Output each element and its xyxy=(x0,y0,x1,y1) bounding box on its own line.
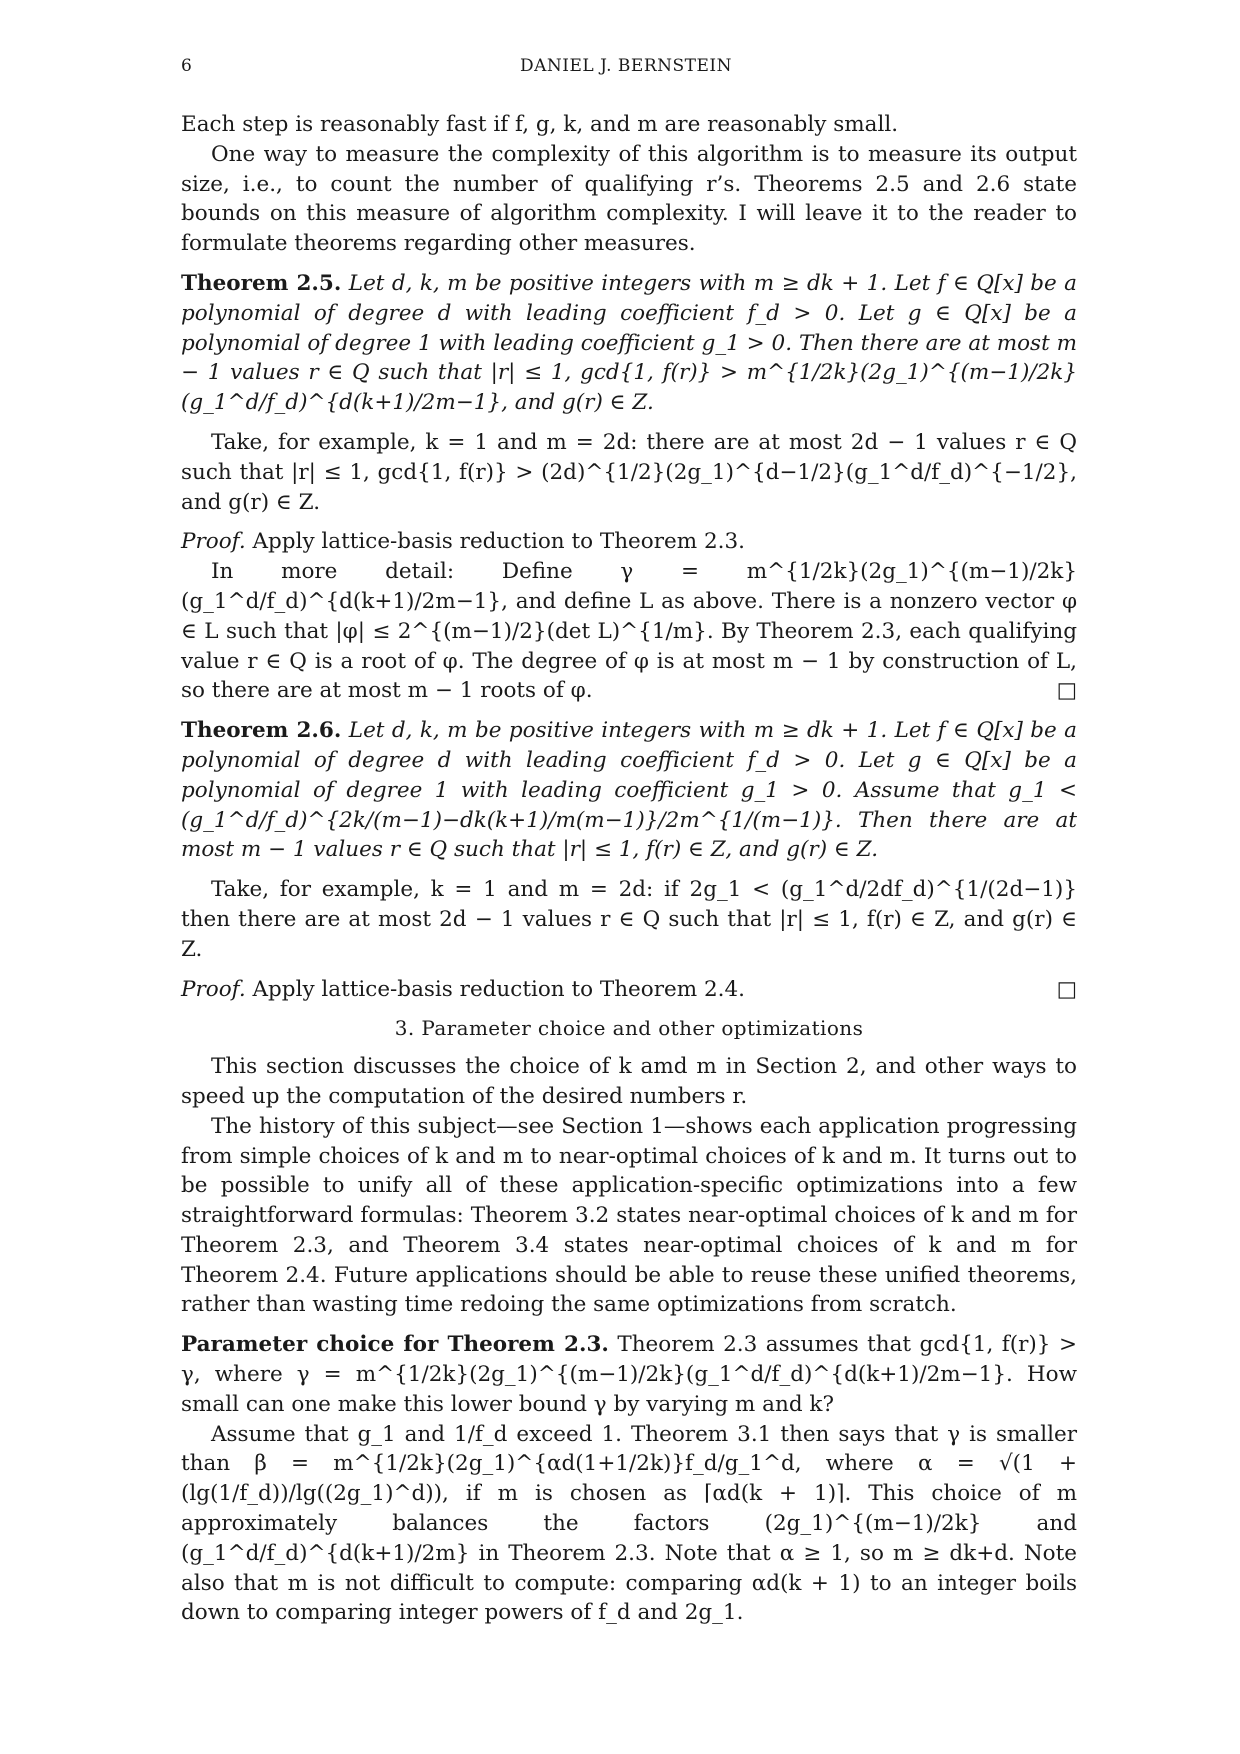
body-text xyxy=(181,110,1077,1628)
theorem-statement: Let d, k, m be positive integers with m ≥ dk + 1. Let f ∈ Q[x] be a polynomial of degree d with leading coefficient f_d > 0. Let g ∈ Q[x] be a polynomial of degree 1 with leading coefficient g_1 > 0. Then there are at most m − 1 values r ∈ Q such that |r| ≤ 1, gcd{1, f(r)} > m^{1/2k}(2g_1)^{(m−1)/2k}(g_1^d/f_d)^{d(k+1)/2m−1}, and g(r) ∈ Z. xyxy=(181,270,1077,416)
proof-label: Proof. xyxy=(181,976,246,1002)
paragraph xyxy=(181,557,1077,706)
running-title: DANIEL J. BERNSTEIN xyxy=(520,56,732,76)
paragraph: Each step is reasonably fast if f, g, k, and m are reasonably small. xyxy=(181,112,899,137)
proof xyxy=(181,975,1077,1005)
paragraph-text: Theorem 2.3 assumes that gcd{1, f(r)} > γ, where γ = m^{1/2k}(2g_1)^{(m−1)/2k}(g_1^d/f_d)^{d(k+1)/2m−1}. How small can one make this lower bound γ by varying m and k? xyxy=(181,1332,1077,1417)
page-number: 6 xyxy=(181,56,193,76)
paragraph: Take, for example, k = 1 and m = 2d: if 2g_1 < (g_1^d/2df_d)^{1/(2d−1)} then there are at most 2d − 1 values r ∈ Q such that |r| ≤ 1, f(r) ∈ Z, and g(r) ∈ Z. xyxy=(181,877,1077,962)
paragraph: Take, for example, k = 1 and m = 2d: there are at most 2d − 1 values r ∈ Q such that |r| ≤ 1, gcd{1, f(r)} > (2d)^{1/2}(2g_1)^{d−1/2}(g_1^d/f_d)^{−1/2}, and g(r) ∈ Z. xyxy=(181,429,1077,515)
proof-text: Apply lattice-basis reduction to Theorem 2.3. xyxy=(252,529,745,555)
paragraph: This section discusses the choice of k amd m in Section 2, and other ways to speed up the computation of the desired numbers r. xyxy=(181,1054,1077,1109)
section-heading: 3. Parameter choice and other optimizations xyxy=(394,1016,864,1041)
paragraph-label: Parameter choice for Theorem 2.3. xyxy=(181,1332,609,1358)
qed-symbol: □ xyxy=(1056,976,1077,1002)
theorem-statement: Let d, k, m be positive integers with m ≥ dk + 1. Let f ∈ Q[x] be a polynomial of degree d with leading coefficient f_d > 0. Let g ∈ Q[x] be a polynomial of degree 1 with leading coefficient g_1 > 0. Assume that g_1 < (g_1^d/f_d)^{2k/(m−1)−dk(k+1)/m(m−1)}/2m^{1/(m−1)}. Then there are at most m − 1 values r ∈ Q such that |r| ≤ 1, f(r) ∈ Z, and g(r) ∈ Z. xyxy=(181,718,1077,863)
parameter-choice xyxy=(181,1330,1077,1419)
theorem-label: Theorem 2.6. xyxy=(181,718,342,744)
theorem-2-5 xyxy=(181,269,1077,418)
proof-label: Proof. xyxy=(181,529,246,555)
proof xyxy=(181,527,1077,557)
paragraph: One way to measure the complexity of this algorithm is to measure its output size, i.e., to count the number of qualifying r’s. Theorems 2.5 and 2.6 state bounds on this measure of algorithm complexity. I will leave it to the reader to formulate theorems regarding other measures. xyxy=(181,141,1077,257)
proof-detail: In more detail: Define γ = m^{1/2k}(2g_1)^{(m−1)/2k}(g_1^d/f_d)^{d(k+1)/2m−1}, and define L as above. There is a nonzero vector φ ∈ L such that |φ| ≤ 2^{(m−1)/2}(det L)^{1/m}. By Theorem 2.3, each qualifying value r ∈ Q is a root of φ. The degree of φ is at most m − 1 by construction of L, so there are at most m − 1 roots of φ. xyxy=(181,559,1077,704)
theorem-label: Theorem 2.5. xyxy=(181,270,342,296)
paragraph: The history of this subject—see Section 1—shows each application progressing from simple choices of k and m to near-optimal choices of k and m. It turns out to be possible to unify all of these application-specific optimizations into a few straightforward formulas: Theorem 3.2 states near-optimal choices of k and m for Theorem 2.3, and Theorem 3.4 states near-optimal choices of k and m for Theorem 2.4. Future applications should be able to reuse these unified theorems, rather than wasting time redoing the same optimizations from scratch. xyxy=(181,1113,1077,1318)
page-header xyxy=(181,56,1071,86)
proof-text: Apply lattice-basis reduction to Theorem 2.4. xyxy=(252,976,745,1002)
paragraph: Assume that g_1 and 1/f_d exceed 1. Theorem 3.1 then says that γ is smaller than β = m^{1/2k}(2g_1)^{αd(1+1/2k)}f_d/g_1^d, where α = √(1 + (lg(1/f_d))/lg((2g_1)^d)), if m is chosen as ⌈αd(k + 1)⌉. This choice of m approximately balances the factors (2g_1)^{(m−1)/2k} and (g_1^d/f_d)^{d(k+1)/2m} in Theorem 2.3. Note that α ≥ 1, so m ≥ dk+d. Note also that m is not difficult to compute: comparing αd(k + 1) to an integer boils down to comparing integer powers of f_d and 2g_1. xyxy=(181,1421,1077,1626)
qed-symbol: □ xyxy=(1056,678,1077,704)
theorem-2-6 xyxy=(181,716,1077,865)
